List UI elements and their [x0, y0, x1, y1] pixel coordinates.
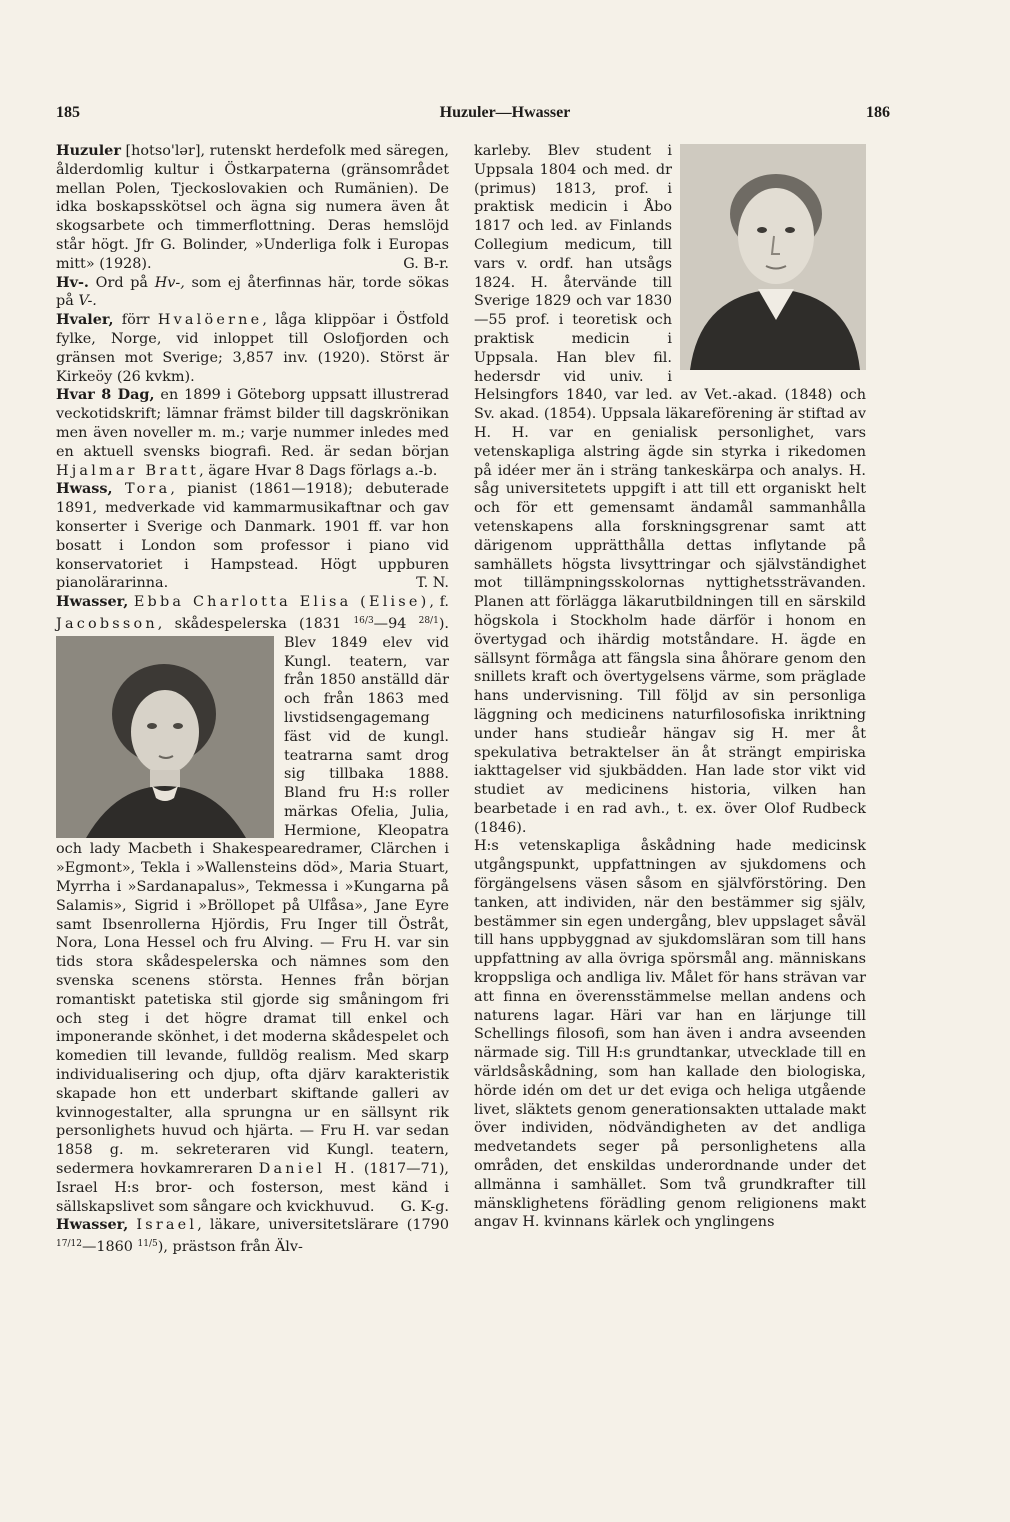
spaced-name: Jacobsson — [56, 615, 158, 632]
portrait-image — [56, 636, 274, 838]
headword: Hwasser, — [56, 593, 129, 611]
right-column — [474, 142, 866, 1232]
entry-hvaler — [56, 311, 449, 386]
headword: Hv-. — [56, 273, 89, 291]
spaced-name: Israel — [136, 1217, 198, 1234]
running-header — [0, 104, 1010, 128]
date-fraction: 16/3 — [353, 615, 374, 626]
entry-text: förr — [121, 312, 150, 329]
entry-text: , skådespelerska (1831 — [157, 615, 342, 632]
entry-paragraph — [474, 837, 866, 1232]
headword: Hwass, — [56, 480, 113, 498]
entry-text: H:s vetenskapliga åskådning hade medicinsk utgångspunkt, uppfattningen av sjukdomens och förgängelsens väsen såsom en självförstöring. Den tanken, att individen, när den bestämmer sig själv, bestämmer sin egen undergång, blev uppslaget såväl till hans uppbyggnad av sjukdomsläran som till hans uppfattning av alla övriga spörsmål ang. människans kroppsliga och andliga liv. Målet för hans strävan var att finna en överensstämmelse mellan andens och naturens lagar. Häri var han en lärjunge till Schellings filosofi, som han även i andra avseenden närmade sig. Till H:s grundtankar, utvecklade till en världsåskådning, som han kallade den biologiska, hörde idén om det ur det eviga och heliga utgående livet, släktets genom generationsakten uttalade makt över individen, nödvändigheten av det andliga medvetandets seger på personlighetens alla områden, det enskildas underordnande under det allmänna i samhället. Som två grundkrafter till mänsklighetens förädling genom religionens makt angav H. kvinnans kärlek och ynglingens — [474, 838, 866, 1231]
entry-hwasser-israel — [56, 1216, 449, 1257]
entry-text: —1860 — [81, 1239, 133, 1256]
page-number-left: 185 — [56, 104, 80, 121]
entry-text-italic: V-. — [78, 293, 97, 310]
entry-continuation — [474, 142, 866, 837]
portrait-ebba-hwasser — [56, 636, 274, 838]
signature: G. K-g. — [400, 1198, 449, 1215]
entry-text: [hotso'lər], rutenskt herdefolk med säregen, ålderdomlig kultur i Östkarpaterna (gränsområdet mellan Polen, Tjeckoslovakien och Rumänien). De idka boskapsskötsel och ägna sig numera även åt skogsarbete och timmerflottning. Deras hemslöjd står högt. Jfr G. Bolinder, »Underliga folk i Europas mitt» (1928). — [56, 143, 449, 272]
headword: Huzuler — [56, 142, 121, 159]
entry-hwass — [56, 480, 449, 593]
entry-text: ). Blev 1849 elev vid Kungl. teatern, var från 1850 anställd där och från 1863 med livstidsengagemang fäst vid de kungl. teatrarna samt drog sig tillbaka 1888. Bland fru H:s roller märkas Ofelia, Julia, Hermione, Kleopatra och lady Macbeth i Shakespearedramer, Clärchen i »Egmont», Tekla i »Wallensteins död», Maria Stuart, Myrrha i »Sardanapalus», Tekmessa i »Kungarna på Salamis», Sigrid i »Bröllopet på Ulfåsa», Jane Eyre samt Ibsenrollerna Hjördis, Fru Inger till Östråt, Nora, Lona Hessel och fru Alving. — Fru H. var sin tids stora skådespelerska och nämnes som den svenska scenens största. Hennes från början romantiskt patetiska stil gjorde sig småningom fri och steg i det högre dramat till enkel och imponerande skönhet, i det moderna skådespelet och komedien till levande, fulldög realism. Med skarp individualisering och djup, ofta djärv karakteristik skapade hon ett underbart skiftande galleri av kvinnogestalter, alla sprungna ur en sällsynt rik personlighets huvud och hjärta. — Fru H. var sedan 1858 g. m. sekreteraren vid Kungl. teatern, sedermera hovkamreraren — [56, 615, 450, 1178]
entry-text: som ej återfinnas här, torde sökas på — [56, 274, 449, 310]
entry-text: , läkare, universitetslärare (1790 — [197, 1217, 449, 1234]
spaced-name: Tora — [124, 481, 171, 498]
entry-text: , ägare Hvar 8 Dags förlags a.-b. — [199, 462, 438, 479]
entry-text: , pianist (1861—1918); debuterade 1891, medverkade vid kammarmusikaftnar och gav konserter i Sverige och Danmark. 1901 ff. var hon bosatt i London som professor i piano vid konservatoriet i Hampstead. Högt uppburen pianolärarinna. — [56, 481, 450, 592]
spaced-name: Hjalmar Bratt — [56, 462, 200, 479]
entry-text: —94 — [373, 615, 407, 632]
signature: G. B-r. — [403, 255, 449, 272]
signature: T. N. — [416, 575, 449, 592]
entry-text: , låga klippöar i Östfold fylke, Norge, vid inloppet till Oslofjorden och gränsen mot Sverige; 3,857 inv. (1920). Störst är Kirkeöy (26 kvkm). — [56, 312, 449, 385]
headword: Hvaler, — [56, 311, 114, 329]
entry-text-italic: Hv-, — [154, 274, 185, 291]
left-column — [56, 142, 449, 1257]
spaced-name: Hvalöerne — [157, 312, 263, 329]
entry-text: en 1899 i Göteborg uppsatt illustrerad veckotidskrift; lämnar främst bilder till dagskrönikan men även noveller m. m.; varje nummer inledes med en aktuell svensks biografi. Red. är sedan början — [56, 387, 450, 460]
page-number-right: 186 — [866, 104, 890, 121]
entry-text: (1817—71), Israel H:s bror- och fosterson, mest känd i sällskapslivet som sångare och kvickhuvud. — [56, 1161, 450, 1215]
entry-hvar-8-dag — [56, 386, 449, 480]
entry-text: karleby. Blev student i Uppsala 1804 och med. dr (primus) 1813, prof. i praktisk medicin i Åbo 1817 och led. av Finlands Collegium medicum, till vars v. ordf. han utsågs 1824. H. återvände till Sverige 1829 och var 1830—55 prof. i teoretisk och praktisk medicin i Uppsala. Han blev fil. hedersdr vid univ. i Helsingfors 1840, var led. av Vet.-akad. (1848) och Sv. akad. (1854). Uppsala läkareförening är stiftad av H. H. var en genialisk personlighet, vars vetenskapliga alstring ägde sin styrka i rikedomen på idéer mer än i sträng tankeskärpa och analys. H. såg universitetets uppgift i att till ett organiskt helt och för ett gemensamt ändamål sammanhålla vetenskapens alla forskningsgrenar samt att därigenom upprätthålla dettas inflytande på samhällets högsta livsyttringar och självständighet mot tillämpningsskolornas nyttighetssträvanden. Planen att förlägga läkarutbildningen till en särskild högskola i Stockholm hade därför i honom en övertygad och ihärdig motståndare. H. ägde en sällsynt förmåga att fängsla sina åhörare genom den snillets kraft och övertygelsens värme, som präglade hans undervisning. Till följd av sin personliga läggning och medicinens naturfilosofiska inriktning under hans studieår hängav sig H. mer åt spekulativa betraktelser än åt strängt empiriska iakttagelser vid sjukbädden. Han lade stor vikt vid studiet av medicinens historia, vilken han bearbetade i en rad avh., t. ex. över Olof Rudbeck (1846). — [474, 143, 866, 836]
entry-text: Ord på — [95, 274, 149, 291]
entry-text: ), prästson från Älv- — [157, 1239, 303, 1256]
portrait-image — [680, 144, 866, 370]
entry-huzuler — [56, 142, 449, 274]
entry-hwasser-ebba — [56, 593, 449, 1216]
date-fraction: 17/12 — [56, 1239, 82, 1250]
headword: Hvar 8 Dag, — [56, 386, 155, 404]
header-title: Huzuler—Hwasser — [439, 104, 571, 121]
spaced-name: Daniel H. — [258, 1161, 358, 1178]
spaced-name: Ebba Charlotta Elisa (Elise) — [133, 594, 430, 611]
entry-hv — [56, 274, 449, 312]
headword: Hwasser, — [56, 1216, 129, 1234]
entry-text: , f. — [429, 594, 449, 611]
date-fraction: 11/5 — [137, 1239, 158, 1250]
portrait-israel-hwasser — [680, 144, 866, 370]
date-fraction: 28/1 — [418, 615, 439, 626]
